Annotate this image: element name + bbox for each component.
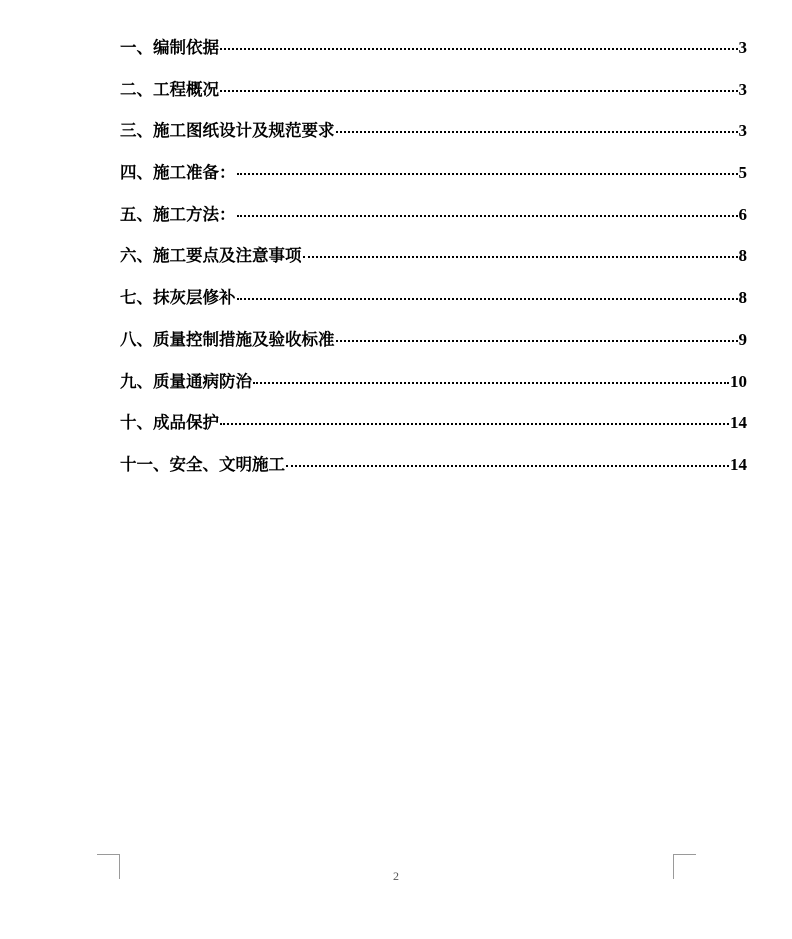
toc-entry-page: 3 [738, 121, 747, 141]
toc-entry[interactable] [120, 284, 747, 326]
toc-dot-leader [303, 256, 738, 258]
table-of-contents [120, 34, 747, 493]
toc-entry-page: 3 [738, 79, 747, 99]
toc-entry[interactable] [120, 326, 747, 368]
toc-entry-title: 六、施工要点及注意事项 [120, 246, 302, 266]
toc-dot-leader [220, 48, 738, 50]
toc-entry-title: 一、编制依据 [120, 38, 219, 57]
toc-entry-page: 10 [730, 371, 747, 391]
toc-dot-leader [237, 215, 738, 217]
toc-dot-leader [286, 465, 729, 467]
toc-entry-page: 14 [730, 413, 747, 433]
toc-entry-title: 九、质量通病防治 [120, 371, 252, 391]
toc-dot-leader [237, 173, 738, 175]
toc-entry[interactable] [120, 368, 747, 410]
toc-entry[interactable] [120, 201, 747, 243]
toc-entry-title: 五、施工方法： [120, 204, 236, 224]
toc-entry-page: 14 [730, 454, 747, 474]
toc-entry[interactable] [120, 34, 747, 76]
toc-entry[interactable] [120, 117, 747, 159]
toc-entry-page: 6 [738, 204, 747, 224]
toc-entry-title: 七、抹灰层修补 [120, 288, 236, 308]
toc-dot-leader [336, 131, 738, 133]
toc-dot-leader [336, 340, 738, 342]
toc-entry[interactable] [120, 76, 747, 118]
toc-dot-leader [253, 382, 729, 384]
toc-entry-page: 5 [738, 163, 747, 183]
toc-entry[interactable] [120, 451, 747, 493]
toc-entry-page: 9 [738, 329, 747, 349]
toc-entry-title: 十一、安全、文明施工 [120, 454, 285, 474]
toc-entry-title: 八、质量控制措施及验收标准 [120, 329, 335, 349]
toc-entry-page: 3 [738, 38, 747, 57]
toc-entry-title: 二、工程概况 [120, 79, 219, 99]
toc-dot-leader [220, 423, 729, 425]
toc-dot-leader [237, 298, 738, 300]
toc-entry-page: 8 [738, 246, 747, 266]
footer-page-number: 2 [393, 869, 399, 883]
toc-entry-title: 四、施工准备： [120, 163, 236, 183]
toc-entry[interactable] [120, 409, 747, 451]
toc-dot-leader [220, 90, 738, 92]
toc-entry-page: 8 [738, 288, 747, 308]
toc-entry-title: 十、成品保护 [120, 413, 219, 433]
toc-entry-title: 三、施工图纸设计及规范要求 [120, 121, 335, 141]
toc-entry[interactable] [120, 242, 747, 284]
toc-entry[interactable] [120, 159, 747, 201]
